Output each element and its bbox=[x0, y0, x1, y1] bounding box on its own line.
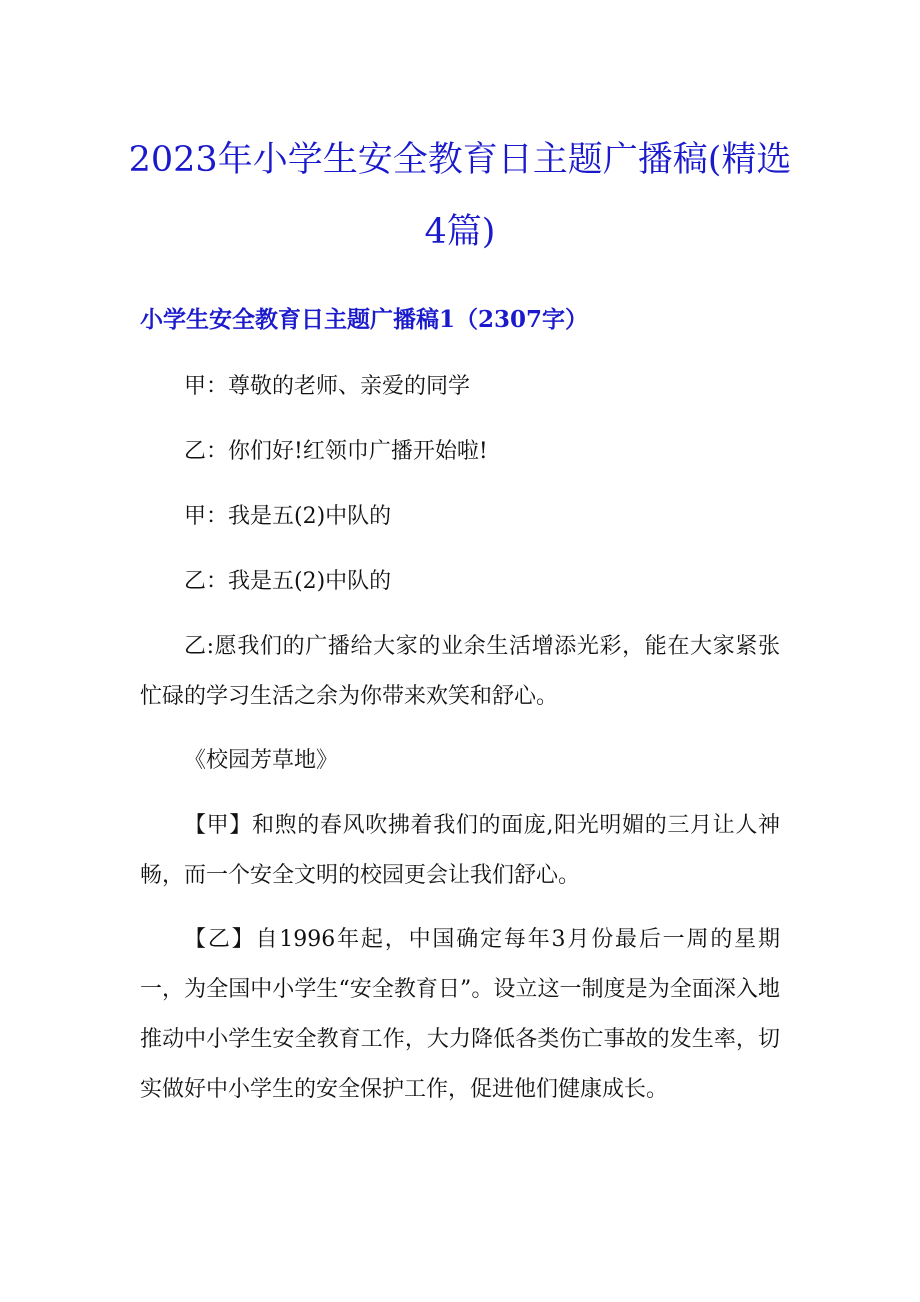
paragraph-1: 甲：尊敬的老师、亲爱的同学 bbox=[184, 374, 471, 399]
paragraph-4: 乙：我是五(2)中队的 bbox=[184, 569, 392, 594]
paragraph-6: 《校园芳草地》 bbox=[184, 748, 339, 773]
paragraph-2: 乙：你们好!红领巾广播开始啦! bbox=[184, 439, 488, 464]
paragraph-8: 【乙】自1996年起，中国确定每年3月份最后一周的星期一，为全国中小学生“安全教育日”。设立这一制度是为全面深入地推动中小学生安全教育工作，大力降低各类伤亡事故的发生率，切实做好中小学生的安全保护工作，促进他们健康成长。 bbox=[140, 927, 780, 1102]
paragraph-5: 乙:愿我们的广播给大家的业余生活增添光彩，能在大家紧张忙碌的学习生活之余为你带来欢笑和舒心。 bbox=[140, 634, 780, 709]
paragraph-7: 【甲】和煦的春风吹拂着我们的面庞,阳光明媚的三月让人神畅，而一个安全文明的校园更会让我们舒心。 bbox=[140, 813, 780, 888]
paragraph-3: 甲：我是五(2)中队的 bbox=[184, 504, 392, 529]
document-title: 2023年小学生安全教育日主题广播稿(精选4篇) bbox=[128, 140, 792, 252]
section-heading: 小学生安全教育日主题广播稿1（2307字） bbox=[140, 306, 589, 333]
